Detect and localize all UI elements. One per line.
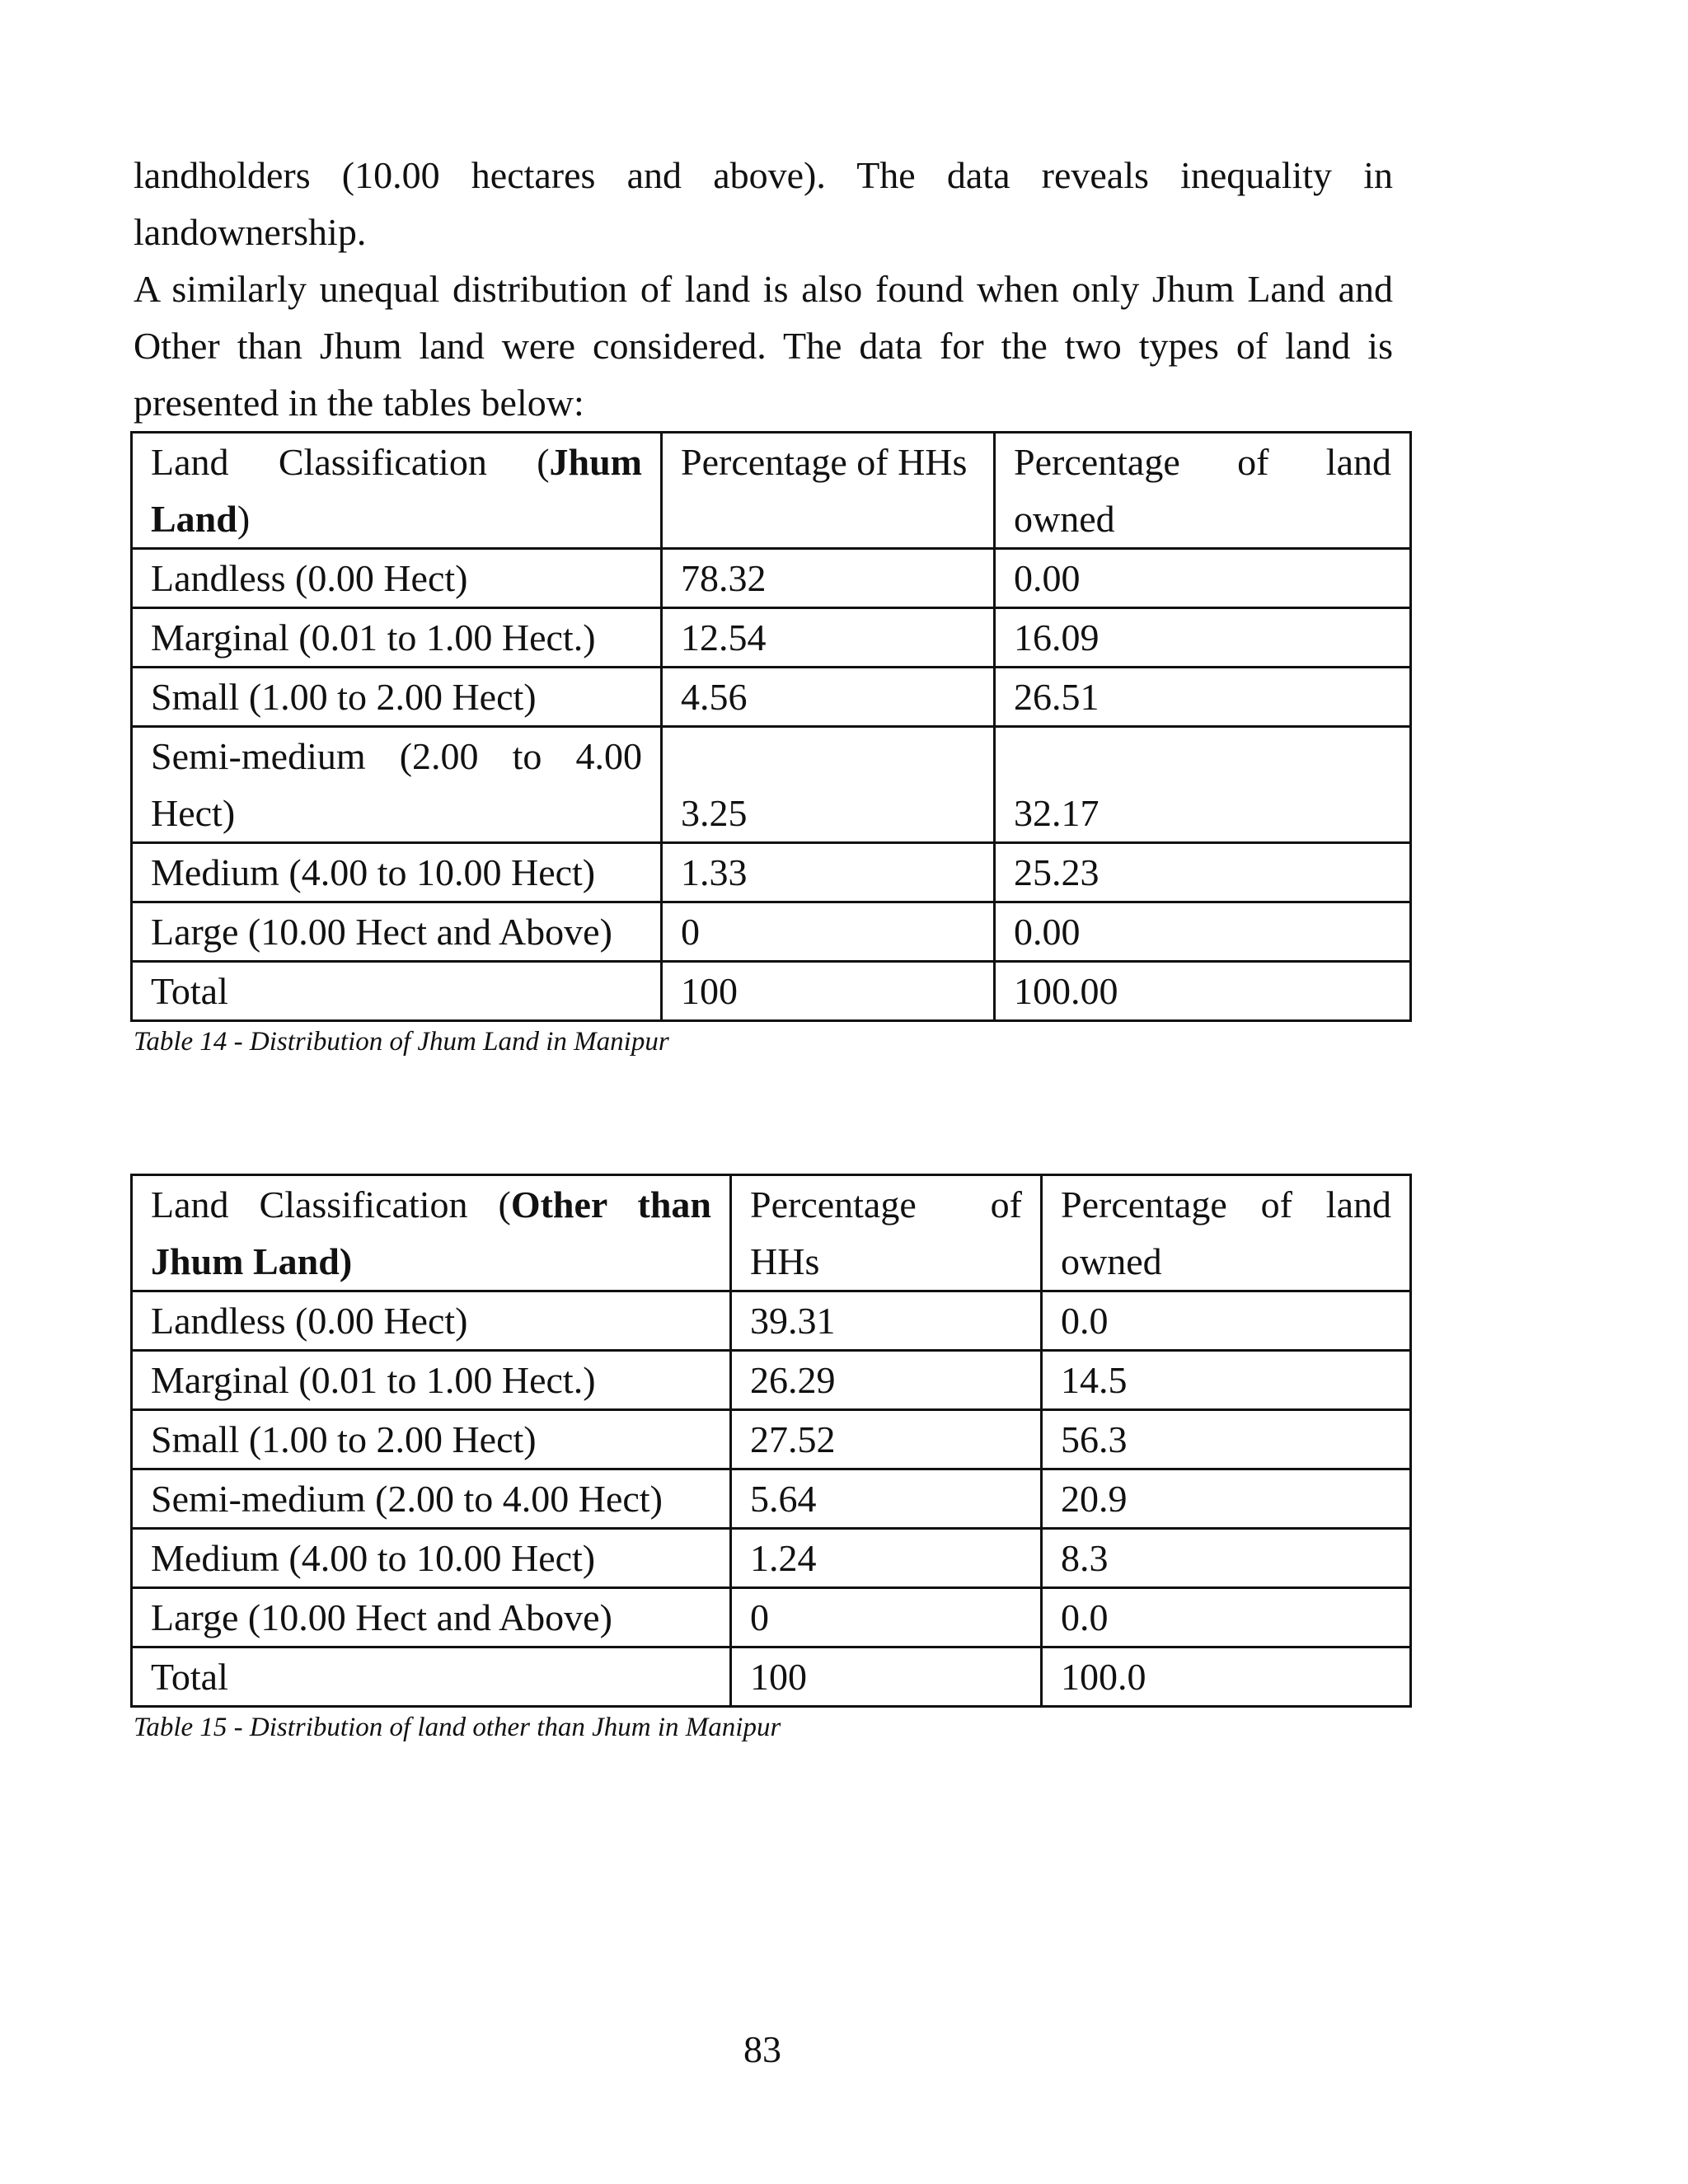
row-hhs: 4.56 — [662, 668, 995, 727]
header-percentage-hhs: Percentage of HHs — [731, 1175, 1042, 1291]
table-row — [132, 1529, 1411, 1588]
page-number: 83 — [743, 2028, 781, 2070]
row-hhs: 5.64 — [731, 1469, 1042, 1529]
row-hhs: 3.25 — [662, 727, 995, 843]
table-header-row — [132, 1175, 1411, 1291]
row-land: 0.0 — [1042, 1588, 1411, 1647]
row-hhs: 78.32 — [662, 549, 995, 608]
row-label: Landless (0.00 Hect) — [132, 1291, 731, 1351]
row-land: 20.9 — [1042, 1469, 1411, 1529]
row-land: 0.00 — [995, 549, 1411, 608]
header-percentage-land: Percentage of land owned — [1042, 1175, 1411, 1291]
intro-paragraph-2: A similarly unequal distribution of land is also found when only Jhum Land and Other than Jhum land were considered. The data for the two types of land is presented in the tables below: — [134, 268, 1393, 424]
row-land: 100.00 — [995, 962, 1411, 1021]
header-percentage-hhs: Percentage of HHs — [662, 433, 995, 549]
table-total-row — [132, 1647, 1411, 1707]
table-row — [132, 549, 1411, 608]
row-land: 16.09 — [995, 608, 1411, 668]
intro-paragraph-1: landholders (10.00 hectares and above). The data reveals inequality in landownership. — [134, 154, 1393, 253]
row-label: Large (10.00 Hect and Above) — [132, 1588, 731, 1647]
row-land: 26.51 — [995, 668, 1411, 727]
row-land: 32.17 — [995, 727, 1411, 843]
row-label: Semi-medium (2.00 to 4.00 Hect) — [132, 1469, 731, 1529]
row-hhs: 0 — [731, 1588, 1042, 1647]
table-total-row — [132, 962, 1411, 1021]
table-caption: Table 15 - Distribution of land other than Jhum in Manipur — [134, 1713, 781, 1742]
row-label: Landless (0.00 Hect) — [132, 549, 662, 608]
header-land-classification: Land Classification (Jhum Land) — [132, 433, 662, 549]
row-hhs: 100 — [731, 1647, 1042, 1707]
header-percentage-land: Percentage of land owned — [995, 433, 1411, 549]
row-hhs: 1.24 — [731, 1529, 1042, 1588]
header-land-classification: Land Classification (Other than Jhum Land) — [132, 1175, 731, 1291]
table-row — [132, 1410, 1411, 1469]
table-row — [132, 902, 1411, 962]
table-row — [132, 668, 1411, 727]
row-label: Small (1.00 to 2.00 Hect) — [132, 668, 662, 727]
table-row — [132, 843, 1411, 902]
table-row — [132, 1291, 1411, 1351]
row-label: Total — [132, 962, 662, 1021]
row-hhs: 27.52 — [731, 1410, 1042, 1469]
row-label: Semi-medium (2.00 to 4.00 Hect) — [132, 727, 662, 843]
table-row — [132, 1588, 1411, 1647]
row-land: 0.00 — [995, 902, 1411, 962]
page-content — [134, 147, 1393, 1746]
row-hhs: 0 — [662, 902, 995, 962]
table-caption: Table 14 - Distribution of Jhum Land in Manipur — [134, 1027, 669, 1057]
row-label: Medium (4.00 to 10.00 Hect) — [132, 1529, 731, 1588]
table-row — [132, 608, 1411, 668]
table-header-row — [132, 433, 1411, 549]
row-hhs: 1.33 — [662, 843, 995, 902]
row-hhs: 12.54 — [662, 608, 995, 668]
jhum-land-table — [130, 431, 1412, 1022]
row-hhs: 100 — [662, 962, 995, 1021]
row-hhs: 39.31 — [731, 1291, 1042, 1351]
row-hhs: 26.29 — [731, 1351, 1042, 1410]
other-than-jhum-table — [130, 1174, 1412, 1708]
row-label: Total — [132, 1647, 731, 1707]
row-land: 100.0 — [1042, 1647, 1411, 1707]
table-row — [132, 1469, 1411, 1529]
row-label: Marginal (0.01 to 1.00 Hect.) — [132, 608, 662, 668]
row-land: 8.3 — [1042, 1529, 1411, 1588]
row-label: Medium (4.00 to 10.00 Hect) — [132, 843, 662, 902]
row-land: 14.5 — [1042, 1351, 1411, 1410]
row-label: Large (10.00 Hect and Above) — [132, 902, 662, 962]
row-label: Marginal (0.01 to 1.00 Hect.) — [132, 1351, 731, 1410]
row-label: Small (1.00 to 2.00 Hect) — [132, 1410, 731, 1469]
row-land: 25.23 — [995, 843, 1411, 902]
table-row — [132, 1351, 1411, 1410]
row-land: 56.3 — [1042, 1410, 1411, 1469]
table-row — [132, 727, 1411, 843]
row-land: 0.0 — [1042, 1291, 1411, 1351]
